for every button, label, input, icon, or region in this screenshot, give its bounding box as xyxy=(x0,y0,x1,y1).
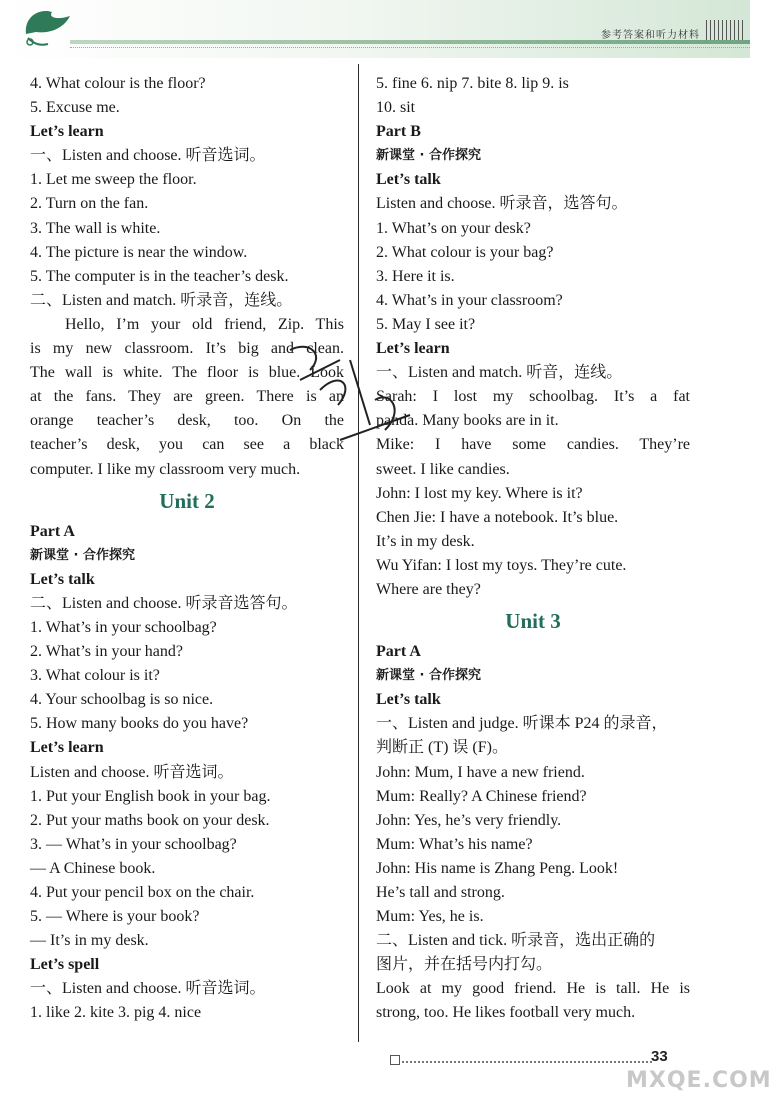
text-line: Mum: What’s his name? xyxy=(376,835,533,853)
text-line: It’s in my desk. xyxy=(376,532,475,550)
text-line: Mum: Yes, he is. xyxy=(376,908,484,926)
text-line: 5. How many books do you have? xyxy=(30,715,249,733)
text-line: 4. Put your pencil box on the chair. xyxy=(30,884,255,901)
text-line: 10. sit xyxy=(376,99,416,117)
text-line: 4. What’s in your classroom? xyxy=(376,291,563,309)
text-line: 1. like 2. kite 3. pig 4. nice xyxy=(30,1004,202,1022)
text-line: Where are they? xyxy=(376,580,481,598)
text-line: strong, too. He likes football very much. xyxy=(376,1004,636,1022)
text-line: Listen and choose. 听录音，选答句。 xyxy=(376,195,628,213)
text-line: is my new classroom. It’s big and clean. xyxy=(30,340,344,358)
header-tick-marks xyxy=(706,20,744,40)
text-line: 二、Listen and match. 听录音，连线。 xyxy=(30,291,293,309)
text-line: 5. — Where is your book? xyxy=(30,908,200,926)
right-column xyxy=(376,72,690,1026)
text-line: 1. Put your English book in your bag. xyxy=(30,787,271,805)
text-line: — A Chinese book. xyxy=(30,859,156,877)
text-line: Mum: Really? A Chinese friend? xyxy=(376,787,587,805)
text-line: 3. Here it is. xyxy=(376,267,455,285)
section-heading: Let’s talk xyxy=(30,570,95,588)
text-line: 1. What’s on your desk? xyxy=(376,219,531,237)
text-line: 判断正 (T) 误 (F)。 xyxy=(376,739,508,757)
text-line: at the fans. They are green. There is an xyxy=(30,388,344,406)
column-divider xyxy=(358,64,359,1042)
section-heading: Let’s talk xyxy=(376,691,441,709)
section-heading: Let’s learn xyxy=(30,739,104,757)
text-line: 新课堂 · 合作探究 xyxy=(376,148,481,164)
text-line: sweet. I like candies. xyxy=(376,460,510,478)
text-line: John: I lost my key. Where is it? xyxy=(376,484,583,502)
watermark: MXQE.COM xyxy=(626,1068,772,1093)
unit-heading: Unit 2 xyxy=(159,488,215,513)
text-line: 2. What’s in your hand? xyxy=(30,643,184,661)
text-line: John: Yes, he’s very friendly. xyxy=(376,811,562,829)
text-line: The wall is white. The floor is blue. Look xyxy=(30,364,344,382)
footer-dotted-line xyxy=(402,1061,652,1065)
text-line: 4. What colour is the floor? xyxy=(30,75,206,92)
text-line: computer. I like my classroom very much. xyxy=(30,460,301,478)
text-line: panda. Many books are in it. xyxy=(376,412,559,430)
text-line: Chen Jie: I have a notebook. It’s blue. xyxy=(376,508,619,526)
text-line: John: Mum, I have a new friend. xyxy=(376,763,585,781)
text-line: Sarah: I lost my schoolbag. It’s a fat xyxy=(376,388,690,406)
text-line: 3. The wall is white. xyxy=(30,219,161,237)
section-heading: Part B xyxy=(376,123,421,141)
text-line: 2. Turn on the fan. xyxy=(30,195,149,213)
section-heading: Let’s learn xyxy=(30,123,104,141)
unit-heading: Unit 3 xyxy=(505,609,561,634)
section-heading: Part A xyxy=(376,643,421,661)
text-line: 3. What colour is it? xyxy=(30,667,160,685)
text-line: teacher’s desk, you can see a black xyxy=(30,436,344,454)
text-line: 一、Listen and choose. 听音选词。 xyxy=(30,980,266,998)
text-line: Hello, I’m your old friend, Zip. This xyxy=(65,315,344,333)
text-line: — It’s in my desk. xyxy=(30,932,149,950)
section-heading: Let’s learn xyxy=(376,340,450,358)
text-line: 新课堂 · 合作探究 xyxy=(30,547,135,563)
text-line: 一、Listen and choose. 听音选词。 xyxy=(30,147,266,165)
text-line: 新课堂 · 合作探究 xyxy=(376,668,481,684)
section-heading: Part A xyxy=(30,522,75,540)
section-heading: Let’s talk xyxy=(376,171,441,189)
text-line: 2. Put your maths book on your desk. xyxy=(30,811,270,829)
text-line: 1. What’s in your schoolbag? xyxy=(30,618,217,636)
text-line: 5. May I see it? xyxy=(376,315,476,333)
header-dotted-line xyxy=(70,47,750,50)
text-line: 图片，并在括号内打勾。 xyxy=(376,956,553,974)
text-line: orange teacher’s desk, too. On the xyxy=(30,412,344,430)
text-line: 一、Listen and judge. 听课本 P24 的录音， xyxy=(376,715,668,733)
text-line: 5. Excuse me. xyxy=(30,99,120,117)
page-number: 33 xyxy=(651,1048,668,1065)
text-line: 二、Listen and choose. 听录音选答句。 xyxy=(30,594,298,612)
text-line: Listen and choose. 听音选词。 xyxy=(30,763,234,781)
text-line: 5. The computer is in the teacher’s desk. xyxy=(30,267,289,285)
text-line: Mike: I have some candies. They’re xyxy=(376,436,690,454)
page-header xyxy=(0,0,750,58)
text-line: 3. — What’s in your schoolbag? xyxy=(30,835,237,853)
text-line: Look at my good friend. He is tall. He is xyxy=(376,980,690,998)
text-line: 2. What colour is your bag? xyxy=(376,243,554,261)
header-title: 参考答案和听力材料 xyxy=(601,30,700,41)
section-heading: Let’s spell xyxy=(30,956,100,974)
footer-square-marker xyxy=(390,1055,400,1065)
text-line: 4. Your schoolbag is so nice. xyxy=(30,691,214,709)
text-line: 1. Let me sweep the floor. xyxy=(30,171,197,189)
text-line: He’s tall and strong. xyxy=(376,884,505,901)
left-column xyxy=(30,72,344,1026)
text-line: John: His name is Zhang Peng. Look! xyxy=(376,859,619,877)
text-line: 二、Listen and tick. 听录音，选出正确的 xyxy=(376,932,656,950)
text-line: 5. fine 6. nip 7. bite 8. lip 9. is xyxy=(376,75,569,92)
text-line: Wu Yifan: I lost my toys. They’re cute. xyxy=(376,556,627,574)
text-line: 4. The picture is near the window. xyxy=(30,243,248,261)
text-line: 一、Listen and match. 听音，连线。 xyxy=(376,364,623,382)
leaf-logo-icon xyxy=(18,4,76,54)
